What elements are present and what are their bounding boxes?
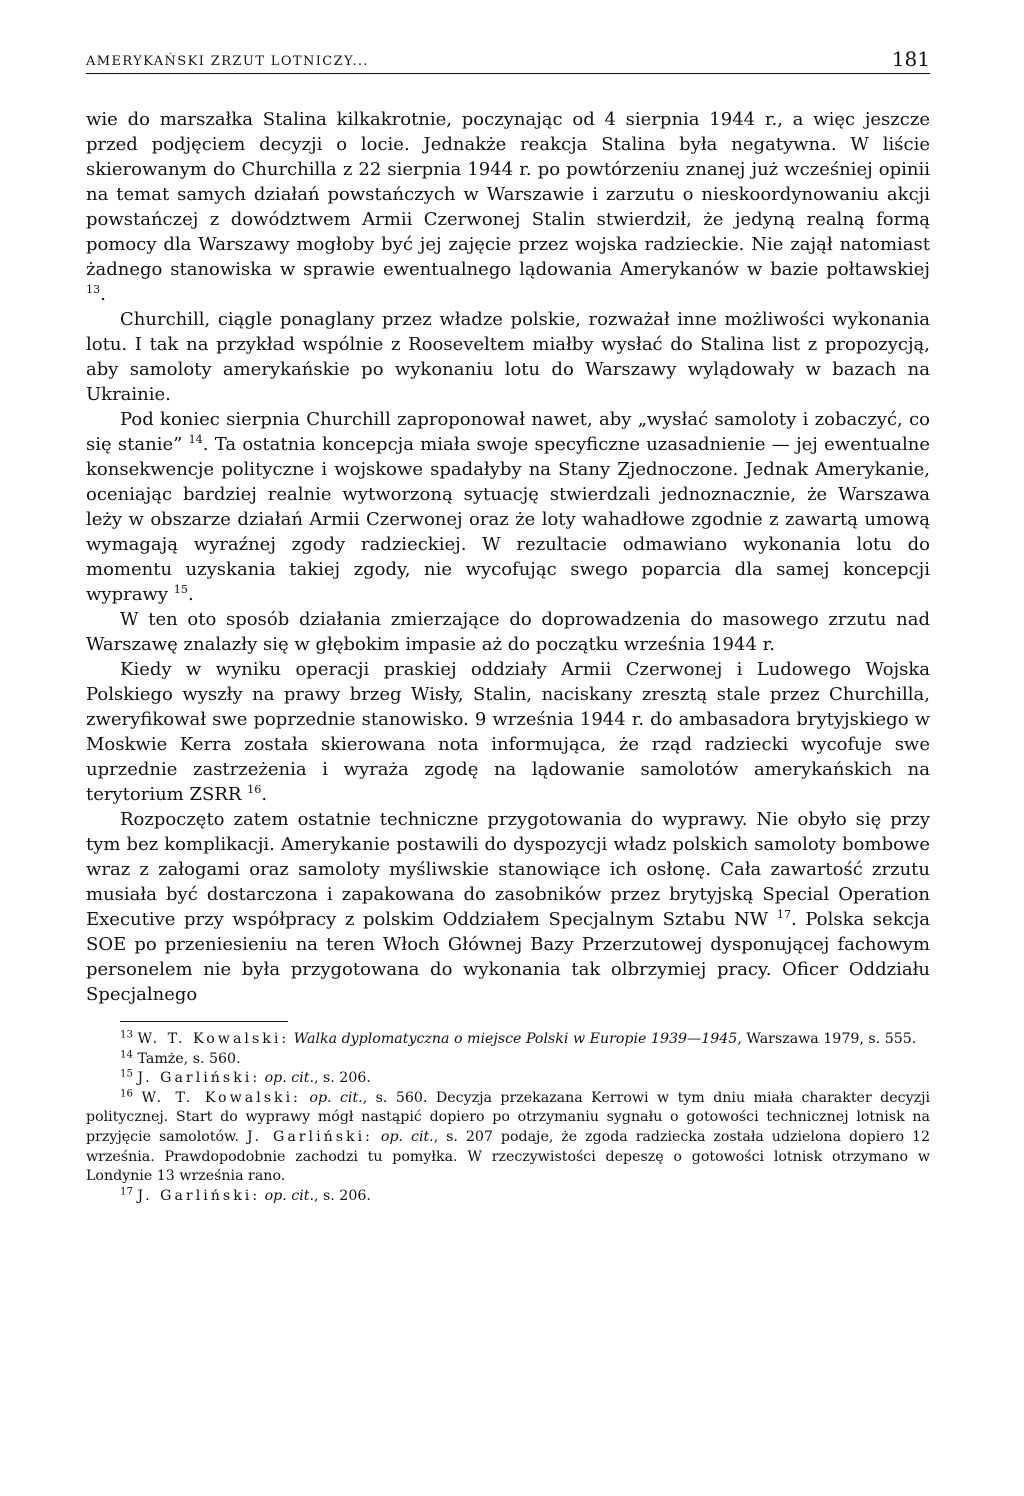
footnote-text: , s. 560. Decyzja przekazana Kerrowi w tym dniu miała charakter decyzji politycznej. Start do wyprawy mógł nastąpić dopiero po otrzymaniu sygnału o gotowości technicznej lotnisk na przyjęcie samolotów. bbox=[86, 1089, 931, 1145]
footnote-author: J. Garliński: bbox=[137, 1070, 261, 1087]
footnote-number: 17 bbox=[120, 1186, 134, 1198]
footnote-title: Walka dyplomatyczna o miejsce Polski w Europie 1939—1945 bbox=[293, 1031, 738, 1047]
paragraph-text: wie do marszałka Stalina kilkakrotnie, poczynając od 4 sierpnia 1944 r., a więc jeszcze przed podjęciem decyzji o locie. Jednakże reakcja Stalina była negatywna. W liście skierowanym do Churchilla z 22 sierpnia 1944 r. po powtórzeniu znanej już wcześniej opinii na temat samych działań powstańczych w Warszawie i zarzutu o nieskoordynowaniu akcji powstańczej z dowództwem Armii Czerwonej Stalin stwierdził, że jedyną realną formą pomocy dla Warszawy mogłoby być jej zajęcie przez wojska radzieckie. Nie zajął natomiast żadnego stanowiska w sprawie ewentualnego lądowania Amerykanów w bazie połtawskiej bbox=[86, 109, 930, 280]
main-text bbox=[86, 107, 930, 1007]
footnote-number: 13 bbox=[120, 1029, 134, 1041]
footnote-text: , s. 207 podaje, że zgoda radziecka została udzielona dopiero 12 września. Prawdopodobnie zachodzi tu pomyłka. W rzeczywistości depeszę o gotowości lotnisk otrzymano w Londynie 13 września rano. bbox=[86, 1128, 931, 1185]
paragraph-6 bbox=[86, 807, 930, 1007]
paragraph-text: . bbox=[187, 584, 194, 605]
footnote-text: Tamże, s. 560. bbox=[137, 1050, 241, 1067]
page-number: 181 bbox=[891, 47, 930, 71]
paragraph-text: Pod koniec sierpnia Churchill zaproponował nawet, aby „wysłać samoloty i zobaczyć, co się stanie” bbox=[86, 409, 930, 455]
footnote-author: J. Garliński: bbox=[137, 1187, 261, 1204]
running-head bbox=[86, 34, 930, 74]
footnote-16 bbox=[86, 1089, 930, 1187]
book-page bbox=[86, 34, 930, 1206]
paragraph-text: . Ta ostatnia koncepcja miała swoje specyficzne uzasadnienie — jej ewentualne konsekwencje polityczne i wojskowe spadałyby na Stany Zjednoczone. Jednak Amerykanie, oceniając bardziej realnie wytworzoną sytuację stwierdzali jednoznacznie, że Warszawa leży w obszarze działań Armii Czerwonej oraz że loty wahadłowe zgodnie z zawartą umową wymagają wyraźnej zgody radzieckiej. W rezultacie odmawiano wykonania lotu do momentu uzyskania takiej zgody, nie wycofując swego poparcia dla samej koncepcji wyprawy bbox=[86, 434, 930, 605]
paragraph-text: . Polska sekcja SOE po przeniesieniu na teren Włoch Głównej Bazy Przerzutowej dysponującej fachowym personelem nie była przygotowana do wykonania tak olbrzymiej pracy. Oficer Oddziału Specjalnego bbox=[86, 909, 930, 1005]
footnote-author: W. T. Kowalski: bbox=[141, 1089, 301, 1106]
footnotes bbox=[86, 1030, 930, 1206]
footnote-cit: op. cit. bbox=[264, 1187, 314, 1204]
footnote-text: , s. 206. bbox=[313, 1187, 371, 1204]
footnote-14 bbox=[86, 1050, 930, 1070]
paragraph-3 bbox=[86, 407, 930, 607]
footnote-17 bbox=[86, 1187, 930, 1207]
paragraph-text: W ten oto sposób działania zmierzające do doprowadzenia do masowego zrzutu nad Warszawę znalazły się w głębokim impasie aż do początku września 1944 r. bbox=[86, 609, 930, 655]
footnote-ref-17[interactable]: 17 bbox=[776, 908, 792, 921]
footnote-13 bbox=[86, 1030, 930, 1050]
paragraph-2 bbox=[86, 307, 930, 407]
paragraph-text: . bbox=[261, 784, 268, 805]
paragraph-text: Kiedy w wyniku operacji praskiej oddziały Armii Czerwonej i Ludowego Wojska Polskiego wyszły na prawy brzeg Wisły, Stalin, naciskany zresztą stale przez Churchilla, zweryfikował swe poprzednie stanowisko. 9 września 1944 r. do ambasadora brytyjskiego w Moskwie Kerra została skierowana nota informująca, że rząd radziecki wycofuje swe uprzednie zastrzeżenia i wyraża zgodę na lądowanie samolotów amerykańskich na terytorium ZSRR bbox=[86, 659, 930, 805]
footnote-author: W. T. Kowalski: bbox=[137, 1031, 290, 1047]
footnote-cit: op. cit. bbox=[309, 1089, 363, 1106]
paragraph-text: . bbox=[100, 284, 106, 305]
footnote-15 bbox=[86, 1069, 930, 1089]
footnote-ref-13[interactable]: 13 bbox=[86, 283, 101, 296]
footnote-text: , s. 206. bbox=[313, 1070, 371, 1087]
paragraph-1 bbox=[86, 107, 930, 307]
footnote-cit: op. cit. bbox=[264, 1070, 314, 1087]
footnote-ref-15[interactable]: 15 bbox=[173, 583, 188, 596]
footnote-text: , Warszawa 1979, s. 555. bbox=[737, 1031, 917, 1047]
paragraph-text: Rozpoczęto zatem ostatnie techniczne przygotowania do wyprawy. Nie obyło się przy tym bez komplikacji. Amerykanie postawili do dyspozycji władz polskich samoloty bombowe wraz z załogami oraz samoloty myśliwskie stanowiące ich osłonę. Cała zawartość zrzutu musiała być dostarczona i zapakowana do zasobników przez brytyjską Special Operation Executive przy współpracy z polskim Oddziałem Specjalnym Sztabu NW bbox=[86, 809, 930, 930]
paragraph-4 bbox=[86, 607, 930, 657]
running-title: AMERYKAŃSKI ZRZUT LOTNICZY... bbox=[86, 54, 369, 69]
footnote-number: 16 bbox=[120, 1088, 134, 1100]
footnote-number: 14 bbox=[120, 1048, 134, 1060]
footnote-ref-14[interactable]: 14 bbox=[188, 433, 203, 446]
footnote-author: J. Garliński: bbox=[246, 1128, 373, 1145]
footnote-cit: op. cit. bbox=[380, 1128, 434, 1145]
paragraph-5 bbox=[86, 657, 930, 807]
footnote-divider bbox=[120, 1021, 288, 1022]
footnote-number: 15 bbox=[120, 1068, 134, 1080]
footnote-ref-16[interactable]: 16 bbox=[247, 783, 262, 796]
paragraph-text: Churchill, ciągle ponaglany przez władze polskie, rozważał inne możliwości wykonania lotu. I tak na przykład wspólnie z Rooseveltem miałby wysłać do Stalina list z propozycją, aby samoloty amerykańskie po wykonaniu lotu do Warszawy wylądowały w bazach na Ukrainie. bbox=[86, 309, 930, 405]
